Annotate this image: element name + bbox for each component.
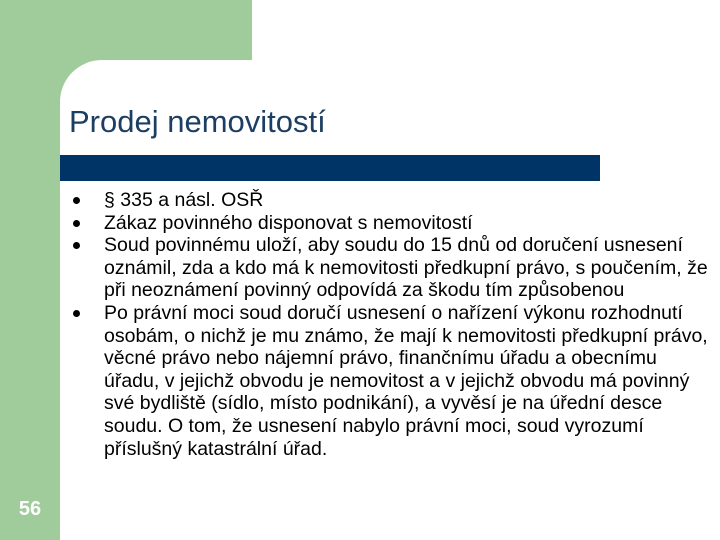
slide-title: Prodej nemovitostí: [69, 104, 326, 139]
bullet-text: Zákaz povinného disponovat s nemovitostí: [104, 211, 473, 234]
bullet-text: § 335 a násl. OSŘ: [104, 189, 264, 211]
bullet-item: [72, 234, 712, 302]
bullet-text: Po právní moci soud doručí usnesení o nařízení výkonu rozhodnutí osobám, o nichž je mu známo, že mají k nemovitosti předkupní právo, věcné právo nebo nájemní právo, finančnímu úřadu a obecnímu úřadu, v jejichž obvodu je nemovitost a v jejichž obvodu má povinný své bydliště (sídlo, místo podnikání), a vyvěsí je na úřední desce soudu. O tom, že usnesení nabylo právní moci, soud vyrozumí příslušný katastrální úřad.: [104, 301, 708, 460]
slide-number: 56: [18, 498, 42, 520]
bullet-text: Soud povinnému uloží, aby soudu do 15 dnů od doručení usnesení oznámil, zda a kdo má k nemovitosti předkupní právo, s poučením, že při neoznámení povinný odpovídá za škodu tím způsobenou: [104, 234, 708, 302]
title-underline-bar: [60, 155, 600, 181]
bullet-item: [72, 212, 712, 235]
bullet-dot-icon: [73, 220, 80, 227]
bullet-dot-icon: [73, 242, 80, 249]
bullet-list: [72, 189, 712, 460]
bullet-dot-icon: [73, 310, 80, 317]
bullet-item: [72, 189, 712, 212]
decorative-green-strip: [0, 0, 60, 540]
bullet-item: [72, 302, 712, 460]
bullet-dot-icon: [73, 197, 80, 204]
